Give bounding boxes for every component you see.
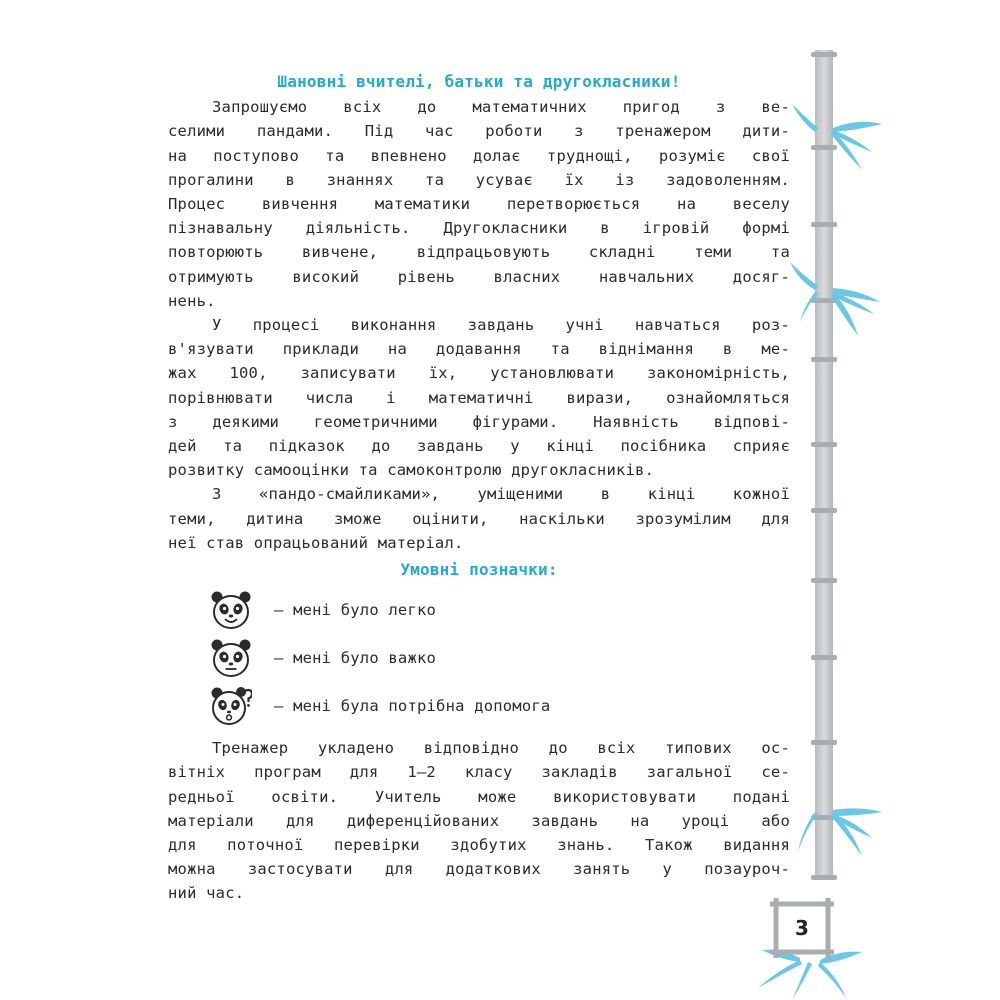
text-line: З «пандо-смайликами», уміщеними в кінці кожної — [212, 485, 790, 504]
neutral-panda-icon — [210, 637, 252, 679]
text-line: селими пандами. Під час роботи з тренажером дити- — [168, 122, 790, 141]
text-line: ний час. — [168, 884, 245, 903]
text-line: отримують високий рівень власних навчальних досяг- — [168, 267, 790, 286]
text-line: порівнювати числа і математичні вирази, ознайомляться — [168, 388, 790, 407]
page-heading: Шановні вчителі, батьки та другокласники! — [277, 72, 681, 91]
text-line: в'язувати приклади на додавання та віднімання в ме- — [168, 340, 790, 359]
text-line: редньої освіти. Учитель може використовувати подані — [168, 787, 790, 806]
legend-item-hard — [210, 634, 790, 682]
legend-title: Умовні позначки: — [400, 560, 558, 580]
confused-panda-icon — [210, 685, 252, 727]
page-number: 3 — [795, 916, 809, 940]
text-line: Процес вивчення математики перетворюється на веселу — [168, 195, 790, 214]
text-line: матеріали для диференційованих завдань на уроці або — [168, 811, 790, 830]
legend-list — [168, 586, 790, 730]
text-line: дей та підказок до завдань у кінці посібника сприяє — [168, 437, 790, 456]
happy-panda-icon — [210, 589, 252, 631]
text-line: на поступово та впевнено долає труднощі, розуміє свої — [168, 146, 790, 165]
legend-item-easy — [210, 586, 790, 634]
text-line: У процесі виконання завдань учні навчаться роз- — [212, 316, 790, 335]
intro-paragraph — [168, 95, 790, 313]
legend-text: — мені було легко — [274, 601, 437, 620]
legend-text: — мені була потрібна допомога — [274, 697, 551, 716]
bamboo-stalk — [811, 50, 837, 880]
page-content — [168, 70, 790, 906]
process-paragraph — [168, 313, 790, 482]
text-line: розвитку самооцінки та самоконтролю другокласників. — [168, 461, 655, 480]
smiley-paragraph — [168, 482, 790, 555]
text-line: пізнавальну діяльність. Другокласники в ігровій формі — [168, 219, 790, 238]
text-line: неї став опрацьований матеріал. — [168, 533, 464, 552]
text-line: Запрошуємо всіх до математичних пригод з ве- — [212, 98, 790, 117]
text-line: жах 100, записувати їх, установлювати закономірність, — [168, 364, 790, 383]
text-line: з деякими геометричними фігурами. Наявність відпові- — [168, 412, 790, 431]
text-line: Тренажер укладено відповідно до всіх типових ос- — [212, 739, 790, 758]
text-line: для поточної перевірки здобутих знань. Також видання — [168, 836, 790, 855]
legend-text: — мені було важко — [274, 649, 437, 668]
legend-item-help — [210, 682, 790, 730]
text-line: можна застосувати для додаткових занять у позауроч- — [168, 860, 790, 879]
text-line: повторюють вивчене, відпрацьовують складні теми та — [168, 243, 790, 262]
text-line: вітніх програм для 1–2 класу закладів загальної се- — [168, 763, 790, 782]
closing-paragraph — [168, 736, 790, 905]
text-line: прогалини в знаннях та усуває їх із задоволенням. — [168, 170, 790, 189]
text-line: теми, дитина зможе оцінити, наскільки зрозумілим для — [168, 509, 790, 528]
text-line: нень. — [168, 291, 216, 310]
